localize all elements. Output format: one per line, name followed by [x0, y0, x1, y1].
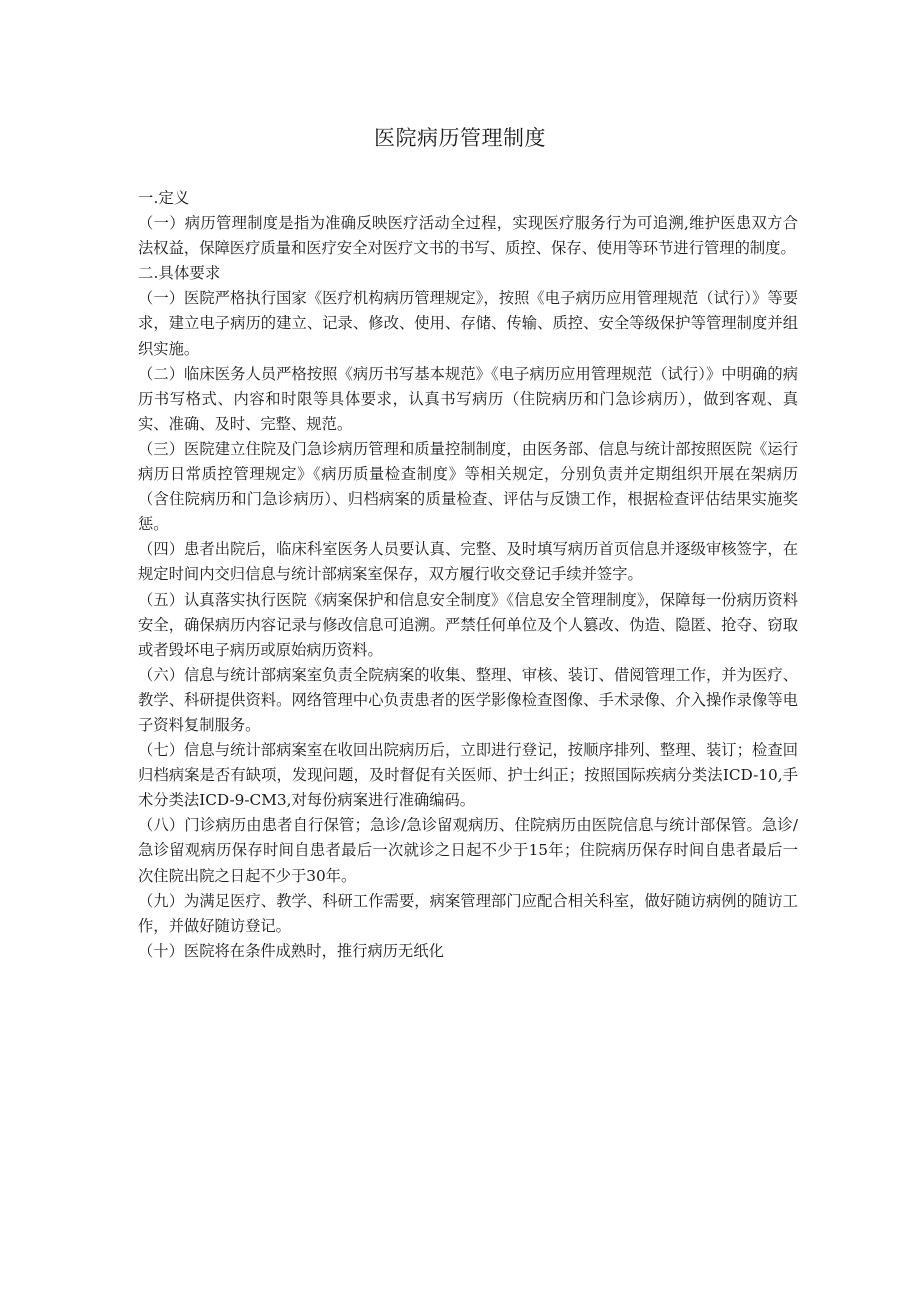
- definition-paragraph-1: （一）病历管理制度是指为准确反映医疗活动全过程，实现医疗服务行为可追溯,维护医患双方合法权益，保障医疗质量和医疗安全对医疗文书的书写、质控、保存、使用等环节进行管理的制度。: [138, 214, 798, 258]
- requirement-paragraph-8: （八）门诊病历由患者自行保管；急诊/急诊留观病历、住院病历由医院信息与统计部保管。急诊/急诊留观病历保存时间自患者最后一次就诊之日起不少于15年；住院病历保存时间自患者最后一次住院出院之日起不少于30年。: [138, 816, 798, 885]
- requirement-paragraph-3: （三）医院建立住院及门急诊病历管理和质量控制制度，由医务部、信息与统计部按照医院《运行病历日常质控管理规定》《病历质量检查制度》等相关规定，分别负责并定期组织开展在架病历（含住院病历和门急诊病历）、归档病案的质量检查、评估与反馈工作，根据检查评估结果实施奖惩。: [138, 439, 798, 534]
- document-title: 医院病历管理制度: [374, 126, 546, 150]
- requirement-paragraph-9: （九）为满足医疗、教学、科研工作需要，病案管理部门应配合相关科室，做好随访病例的随访工作，并做好随访登记。: [138, 891, 798, 935]
- requirement-paragraph-10: （十）医院将在条件成熟时，推行病历无纸化: [138, 941, 444, 960]
- requirement-paragraph-6: （六）信息与统计部病案室负责全院病案的收集、整理、审核、装订、借阅管理工作，并为医疗、教学、科研提供资料。网络管理中心负责患者的医学影像检查图像、手术录像、介入操作录像等电子资料复制服务。: [138, 665, 798, 734]
- section-heading-requirements: 二.具体要求: [138, 264, 221, 283]
- requirement-paragraph-5: （五）认真落实执行医院《病案保护和信息安全制度》《信息安全管理制度》，保障每一份病历资料安全，确保病历内容记录与修改信息可追溯。严禁任何单位及个人篡改、伪造、隐匿、抢夺、窃取或者毁坏电子病历或原始病历资料。: [138, 590, 798, 659]
- requirement-paragraph-2: （二）临床医务人员严格按照《病历书写基本规范》《电子病历应用管理规范（试行）》中明确的病历书写格式、内容和时限等具体要求，认真书写病历（住院病历和门急诊病历），做到客观、真实、准确、及时、完整、规范。: [138, 364, 798, 433]
- section-heading-definition: 一.定义: [138, 189, 190, 207]
- requirement-paragraph-1: （一）医院严格执行国家《医疗机构病历管理规定》，按照《电子病历应用管理规范（试行）》等要求，建立电子病历的建立、记录、修改、使用、存储、传输、质控、安全等级保护等管理制度并组织实施。: [138, 289, 798, 358]
- requirement-paragraph-7: （七）信息与统计部病案室在收回出院病历后，立即进行登记，按顺序排列、整理、装订；检查回归档病案是否有缺项，发现问题，及时督促有关医师、护士纠正；按照国际疾病分类法ICD-10,手术分类法ICD-9-CM3,对每份病案进行准确编码。: [138, 741, 798, 810]
- document-body: [138, 186, 798, 964]
- requirement-paragraph-4: （四）患者出院后，临床科室医务人员要认真、完整、及时填写病历首页信息并逐级审核签字，在规定时间内交归信息与统计部病案室保存，双方履行收交登记手续并签字。: [138, 540, 798, 584]
